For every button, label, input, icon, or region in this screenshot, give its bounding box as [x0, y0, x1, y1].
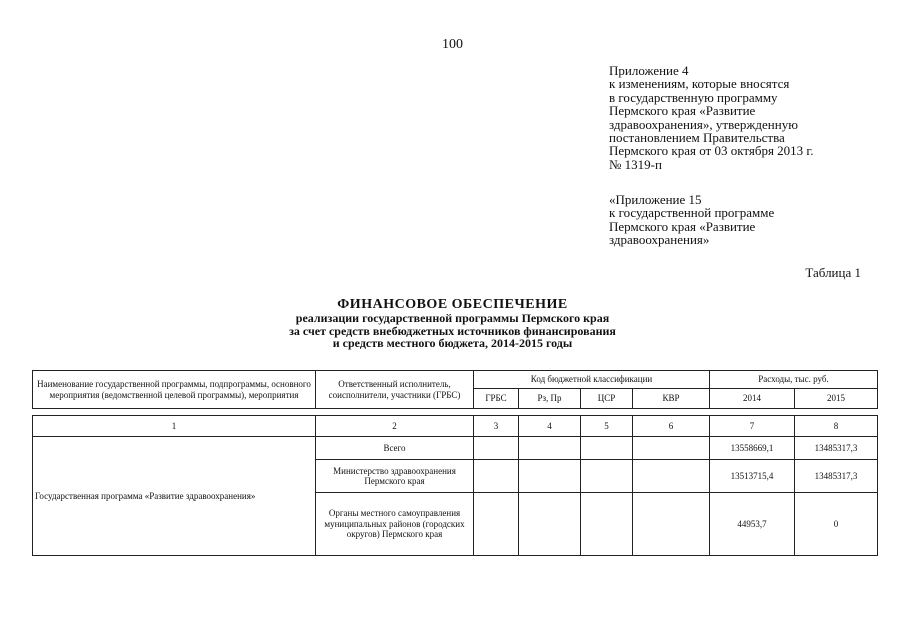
header-executor: Ответственный исполнитель, соисполнители, участники (ГРБС) — [316, 371, 474, 409]
expense-2014-cell: 44953,7 — [710, 493, 795, 556]
csr-cell — [581, 460, 633, 493]
financing-table — [32, 370, 878, 556]
csr-cell — [581, 493, 633, 556]
appendix-line: постановлением Правительства — [609, 130, 785, 146]
heading-subtitle-line: за счет средств внебюджетных источников финансирования — [289, 323, 616, 338]
appendix-4-note — [609, 64, 879, 171]
grbs-cell — [474, 493, 519, 556]
header-rz-pr: Рз, Пр — [519, 389, 581, 409]
column-number: 5 — [581, 416, 633, 437]
table-row — [33, 437, 878, 460]
expense-2014-cell: 13513715,4 — [710, 460, 795, 493]
header-grbs: ГРБС — [474, 389, 519, 409]
appendix-line: «Приложение 15 — [609, 192, 702, 207]
appendix-line: к государственной программе — [609, 205, 775, 221]
heading-subtitle-line: реализации государственной программы Пермского края — [295, 311, 610, 325]
expense-2015-cell: 13485317,3 — [795, 460, 878, 493]
grbs-cell — [474, 437, 519, 460]
expense-2015-cell: 0 — [795, 493, 878, 556]
appendix-line: Пермского края «Развитие — [609, 218, 756, 234]
appendix-line: Пермского края «Развитие — [609, 103, 756, 119]
kvr-cell — [633, 493, 710, 556]
rz-pr-cell — [519, 437, 581, 460]
appendix-line: здравоохранения» — [609, 232, 710, 248]
rz-pr-cell — [519, 460, 581, 493]
program-name-cell: Государственная программа «Развитие здравоохранения» — [33, 437, 316, 556]
grbs-cell — [474, 460, 519, 493]
header-budget-code: Код бюджетной классификации — [474, 371, 710, 389]
column-number: 1 — [33, 416, 316, 437]
header-program-name: Наименование государственной программы, подпрограммы, основного мероприятия (ведомственной целевой программы), мероприятия — [33, 371, 316, 409]
page-number: 100 — [442, 37, 463, 52]
column-number: 8 — [795, 416, 878, 437]
header-year-2015: 2015 — [795, 389, 878, 409]
column-number-row — [33, 416, 878, 437]
heading-title: ФИНАНСОВОЕ ОБЕСПЕЧЕНИЕ — [337, 297, 568, 312]
table-label: Таблица 1 — [805, 265, 861, 280]
appendix-line: к изменениям, которые вносятся — [609, 76, 790, 92]
heading-subtitle-line: и средств местного бюджета, 2014-2015 годы — [332, 336, 573, 350]
header-expenses: Расходы, тыс. руб. — [710, 371, 878, 389]
appendix-line: № 1319-п — [609, 156, 662, 172]
csr-cell — [581, 437, 633, 460]
column-number: 6 — [633, 416, 710, 437]
appendix-line: в государственную программу — [609, 89, 778, 105]
document-heading — [0, 297, 905, 350]
column-number: 4 — [519, 416, 581, 437]
appendix-line: Приложение 4 — [609, 63, 689, 78]
expense-2014-cell: 13558669,1 — [710, 437, 795, 460]
rz-pr-cell — [519, 493, 581, 556]
kvr-cell — [633, 437, 710, 460]
appendix-line: здравоохранения», утвержденную — [609, 116, 798, 132]
expense-2015-cell: 13485317,3 — [795, 437, 878, 460]
executor-cell: Органы местного самоуправления муниципальных районов (городских округов) Пермского края — [316, 493, 474, 556]
appendix-15-note — [609, 193, 879, 247]
column-number: 3 — [474, 416, 519, 437]
appendix-line: Пермского края от 03 октября 2013 г. — [609, 143, 814, 159]
kvr-cell — [633, 460, 710, 493]
header-kvr: КВР — [633, 389, 710, 409]
executor-cell: Министерство здравоохранения Пермского края — [316, 460, 474, 493]
header-csr: ЦСР — [581, 389, 633, 409]
table-spacer — [33, 409, 878, 416]
executor-cell: Всего — [316, 437, 474, 460]
column-number: 2 — [316, 416, 474, 437]
header-year-2014: 2014 — [710, 389, 795, 409]
column-number: 7 — [710, 416, 795, 437]
